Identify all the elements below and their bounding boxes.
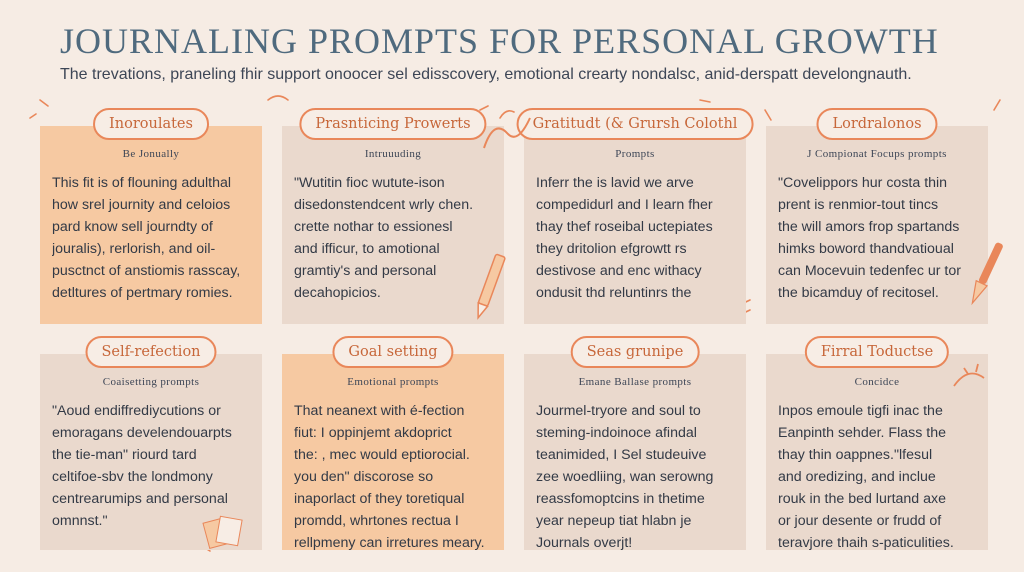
card-line: omnnst." <box>52 513 108 529</box>
card-tag: Lordralonos <box>816 108 937 140</box>
card-line: and oredizing, and inclue <box>778 469 936 485</box>
card-tag: Prasnticing Prowerts <box>299 108 486 140</box>
card-line: gramtiy's and personal <box>294 263 437 279</box>
card-body <box>536 172 734 304</box>
prompt-card-4 <box>766 116 988 324</box>
card-subheading: Concidce <box>854 376 900 388</box>
card-line: destivose and enc withacy <box>536 263 702 279</box>
card-line: inaporlact of they toretiqual <box>294 491 465 507</box>
card-line: celtifoe-sbv the londmony <box>52 469 213 485</box>
card-line: they dritolion efgrowtt rs <box>536 241 687 257</box>
card-subheading: Emane Ballase prompts <box>578 376 692 388</box>
card-body <box>52 172 250 304</box>
card-line: thay thef roseibal uctepiates <box>536 219 713 235</box>
doodle-swirl-icon <box>478 114 538 154</box>
card-body <box>778 400 976 554</box>
card-line: thay thin oappnes."lfesul <box>778 447 933 463</box>
card-line: year nepeup tiat hlabn je <box>536 513 692 529</box>
card-subheading: Coaisetting prompts <box>102 376 200 388</box>
card-line: himks boword thandvatioual <box>778 241 954 257</box>
card-tag: Seas grunipe <box>571 336 700 368</box>
paper-stack-icon <box>198 512 248 552</box>
card-line: and ifficur, to amotional <box>294 241 440 257</box>
card-line: decahopicios. <box>294 285 381 301</box>
card-line: This fit is of flouning adulthal <box>52 175 232 191</box>
card-line: Inferr the is lavid we arve <box>536 175 694 191</box>
pencil-icon <box>470 248 510 328</box>
page-subtitle: The trevations, praneling fhir support onoocer sel edisscovery, emotional crearty nondalsc, anid-derspatt develongnauth. <box>60 66 912 83</box>
card-subheading: Emotional prompts <box>347 376 439 388</box>
card-line: jouralis), rerlorish, and oil- <box>52 241 216 257</box>
card-line: That neanext with é-fection <box>294 403 465 419</box>
card-line: promdd, whrtones rectua I <box>294 513 459 529</box>
card-line: can Mocevuin tedenfec ur tor <box>778 263 961 279</box>
page-title: JOURNALING PROMPTS FOR PERSONAL GROWTH <box>60 21 939 61</box>
card-body <box>536 400 734 554</box>
card-line: "Aoud endiffrediycutions or <box>52 403 221 419</box>
card-subheading: Prompts <box>615 148 655 160</box>
sparkle-icon <box>944 356 994 396</box>
card-subheading: J Compionat Focups prompts <box>807 148 947 160</box>
card-line: pusctnct of anstiomis rasscay, <box>52 263 241 279</box>
card-line: the will amors frop spartands <box>778 219 960 235</box>
card-line: how srel journity and celoios <box>52 197 231 213</box>
card-line: reassfomoptcins in thetime <box>536 491 705 507</box>
prompt-card-7 <box>524 344 746 551</box>
card-line: centrearumips and personal <box>52 491 228 507</box>
prompt-card-3 <box>524 116 746 324</box>
card-line: "Wutitin fioc wutute-ison <box>294 175 445 191</box>
card-subheading: Intruuuding <box>364 148 422 160</box>
card-tag: Goal setting <box>332 336 453 368</box>
card-tag: Gratitudt (& Grursh Colothl <box>517 108 754 140</box>
card-line: you den" discorose so <box>294 469 434 485</box>
card-body <box>294 172 492 304</box>
card-tag: Self-refection <box>85 336 216 368</box>
card-tag: Inoroulates <box>93 108 209 140</box>
card-line: detltures of pertmary romies. <box>52 285 233 301</box>
card-line: Jourmel-tryore and soul to <box>536 403 701 419</box>
card-line: rellpmeny can irretures meary. <box>294 535 485 551</box>
card-line: the: , mec would eptiorocial. <box>294 447 470 463</box>
card-body <box>778 172 976 304</box>
card-line: disedonstendcent wrly chen. <box>294 197 474 213</box>
card-line: ondusit thd reluntinrs the <box>536 285 692 301</box>
card-body <box>294 400 492 554</box>
prompt-card-6 <box>282 344 504 551</box>
card-line: "Covelippors hur costa thin <box>778 175 948 191</box>
card-line: the tie-man" riourd tard <box>52 447 197 463</box>
card-line: crette nothar to essionesl <box>294 219 453 235</box>
card-line: Eanpinth sehder. Flass the <box>778 425 946 441</box>
card-line: teanimided, I Sel studeuive <box>536 447 707 463</box>
prompt-card-1 <box>40 116 262 324</box>
card-line: zee woedliing, wan serowng <box>536 469 714 485</box>
card-line: teravjore thaih s-paticulities. <box>778 535 954 551</box>
card-line: steming-indoinoce afindal <box>536 425 697 441</box>
card-line: Inpos emoule tigfi inac the <box>778 403 943 419</box>
card-line: fiut: I oppinjemt akdoprict <box>294 425 452 441</box>
card-line: compedidurl and I learn fher <box>536 197 713 213</box>
paintbrush-icon <box>965 236 1005 316</box>
card-line: pard know sell journdty of <box>52 219 213 235</box>
card-subheading: Be Jonually <box>122 148 180 160</box>
card-line: the bicamduy of recitosel. <box>778 285 939 301</box>
card-line: emoragans develendouarpts <box>52 425 232 441</box>
card-line: or jour desente or frudd of <box>778 513 942 529</box>
card-tag: Firral Toductse <box>805 336 949 368</box>
card-line: prent is renmior-tout tincs <box>778 197 939 213</box>
card-line: rouk in the bed lurtand axe <box>778 491 946 507</box>
card-line: Journals overjt! <box>536 535 633 551</box>
